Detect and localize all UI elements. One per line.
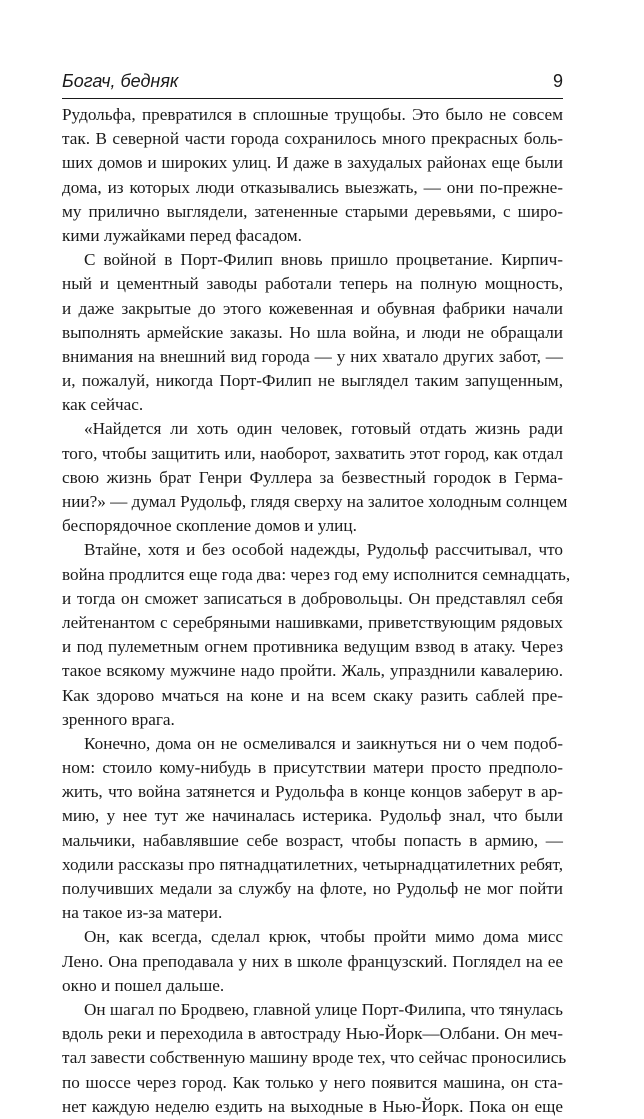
text-line: мию, у нее тут же начиналась истерика. Рудольф знал, что были (62, 806, 563, 826)
running-title: Богач, бедняк (62, 71, 179, 91)
text-line: внимания на внешний вид города — у них хватало других забот, — (62, 346, 563, 366)
body-text (62, 103, 571, 1119)
text-line: выполнять армейские заказы. Но шла война, и люди не обращали (62, 322, 563, 342)
text-line: «Найдется ли хоть один человек, готовый отдать жизнь ради (84, 419, 563, 439)
text-line: зренного врага. (62, 709, 175, 729)
paragraph (62, 248, 563, 417)
paragraph (62, 925, 563, 998)
text-line: такое всякому мужчине надо пройти. Жаль, упразднили кавалерию. (62, 661, 563, 681)
text-line: дома, из которых люди отказывались выезжать, — они по-прежне- (62, 177, 563, 197)
text-line: окно и пошел дальше. (62, 975, 225, 995)
text-line: ном: стоило кому-нибудь в присутствии матери просто предполо- (62, 758, 563, 778)
paragraph (62, 538, 571, 732)
text-line: лейтенантом с серебряными нашивками, приветствующим рядовых (62, 612, 563, 632)
running-header (62, 68, 563, 94)
text-line: и тогда он сможет записаться в добровольцы. Он представлял себя (62, 588, 563, 608)
text-line: беспорядочное скопление домов и улиц. (62, 516, 357, 536)
header-rule (62, 98, 563, 99)
text-line: вдоль реки и переходила в автостраду Нью-Йорк—Олбани. Он меч- (62, 1024, 563, 1044)
text-line: Втайне, хотя и без особой надежды, Рудольф рассчитывал, что (84, 540, 563, 560)
text-line: Лено. Она преподавала у них в школе французский. Поглядел на ее (62, 951, 563, 971)
text-line: тал завести собственную машину вроде тех, что сейчас проносились (62, 1048, 567, 1068)
text-line: как сейчас. (62, 395, 144, 415)
text-line: ходили рассказы про пятнадцатилетних, четырнадцатилетних ребят, (62, 854, 563, 874)
text-line: и под пулеметным огнем противника ведущим взвод в атаку. Через (62, 637, 563, 657)
text-line: того, чтобы защитить или, наоборот, захватить этот город, как отдал (62, 443, 563, 463)
paragraph (62, 103, 563, 248)
paragraph (62, 998, 567, 1119)
text-line: нет каждую неделю ездить на выходные в Нью-Йорк. Пока он еще (62, 1096, 563, 1116)
page-number: 9 (552, 71, 563, 91)
text-line: и, пожалуй, никогда Порт-Филип не выглядел таким запущенным, (62, 371, 563, 391)
text-line: Он, как всегда, сделал крюк, чтобы пройти мимо дома мисс (84, 927, 563, 947)
text-line: на такое из-за матери. (62, 903, 223, 923)
text-line: так. В северной части города сохранилось много прекрасных боль- (62, 129, 563, 149)
paragraph (62, 732, 563, 926)
text-line: С войной в Порт-Филип вновь пришло процветание. Кирпич- (84, 250, 563, 270)
text-line: получивших медали за службу на флоте, но Рудольф не мог пойти (62, 879, 563, 898)
text-line: Он шагал по Бродвею, главной улице Порт-Филипа, что тянулась (84, 999, 563, 1019)
text-line: свою жизнь брат Генри Фуллера за безвестный городок в Герма- (62, 467, 563, 487)
text-line: Как здорово мчаться на коне и на всем скаку разить саблей пре- (62, 685, 563, 705)
text-line: му прилично выглядели, затененные старыми деревьями, с широ- (62, 201, 563, 221)
text-line: жить, что война затянется и Рудольфа в конце концов заберут в ар- (62, 782, 563, 802)
text-line: война продлится еще года два: через год ему исполнится семнадцать, (62, 564, 571, 584)
text-line: по шоссе через город. Как только у него появится машина, он ста- (62, 1072, 563, 1092)
text-line: кими лужайками перед фасадом. (62, 225, 302, 245)
text-line: и даже закрытые до этого кожевенная и обувная фабрики начали (62, 298, 563, 318)
paragraph (62, 417, 568, 538)
text-line: Конечно, дома он не осмеливался и заикнуться ни о чем подоб- (84, 733, 563, 753)
text-line: Рудольфа, превратился в сплошные трущобы. Это было не совсем (62, 105, 563, 124)
text-line: нии?» — думал Рудольф, глядя сверху на залитое холодным солнцем (62, 492, 568, 511)
text-line: мальчики, набавлявшие себе возраст, чтобы попасть в армию, — (62, 830, 563, 850)
text-line: ный и цементный заводы работали теперь на полную мощность, (62, 274, 563, 294)
text-line: ших домов и широких улиц. И даже в захудалых районах еще были (62, 153, 563, 173)
